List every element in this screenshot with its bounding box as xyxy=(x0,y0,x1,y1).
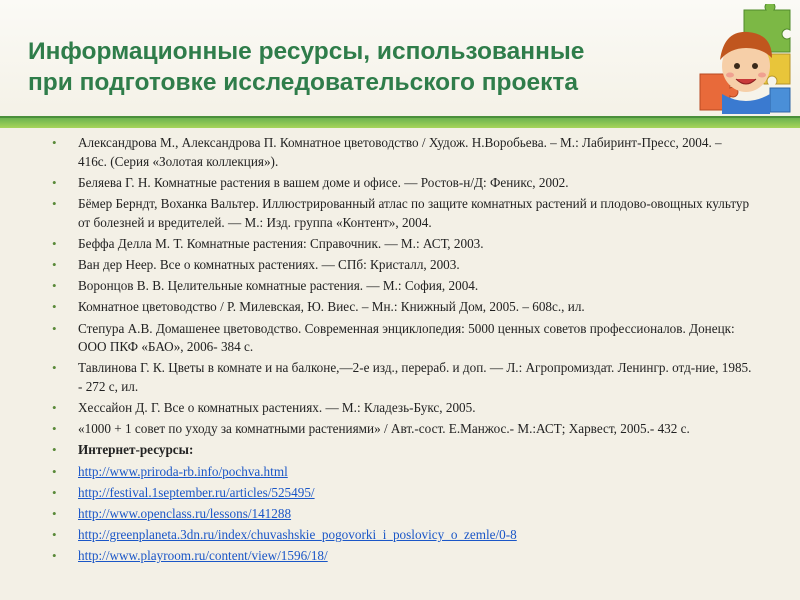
list-item: • Степура А.В. Домашенее цветоводство. Современная энциклопедия: 5000 ценных советов профессионалов. Донецк: ООО ПКФ «БАО», 2006- 384 с. xyxy=(52,320,735,355)
list-item: • Воронцов В. В. Целительные комнатные растения. — М.: София, 2004. xyxy=(52,277,752,296)
bullet-dot-icon: • xyxy=(52,506,57,521)
link-item xyxy=(52,505,752,524)
bullet-dot-icon: • xyxy=(52,278,57,294)
bullet-dot-icon: • xyxy=(52,442,57,458)
list-item: • Беляева Г. Н. Комнатные растения в вашем доме и офисе. — Ростов-н/Д: Феникс, 2002. xyxy=(52,174,752,193)
bullet-dot-icon: • xyxy=(52,174,57,190)
bullet-dot-icon: • xyxy=(52,320,57,336)
bullet-dot-icon: • xyxy=(52,256,57,272)
list-item: • Тавлинова Г. К. Цветы в комнате и на балконе,—2-е изд., перераб. и доп. — Л.: Агропромиздат. Ленингр. отд-ние, 1985. - 272 с, ил. xyxy=(52,360,752,394)
page-title xyxy=(28,36,718,98)
link-item xyxy=(52,547,752,566)
bullet-dot-icon: • xyxy=(52,484,57,500)
list-item: • «1000 + 1 совет по уходу за комнатными растениями» / Авт.-сост. Е.Манжос.- М.:АСТ; Харвест, 2005.- 432 с. xyxy=(52,420,752,439)
link-item xyxy=(52,526,752,545)
list-item: • Александрова М., Александрова П. Комнатное цветоводство / Худож. Н.Воробьева. – М.: Лабиринт-Пресс, 2004. – 416с. (Серия «Золотая коллекция»). xyxy=(52,135,722,169)
resource-link[interactable]: http://festival.1september.ru/articles/525495/ xyxy=(78,484,315,500)
title-line-1: Информационные ресурсы, использованные xyxy=(28,38,585,65)
bullet-dot-icon: • xyxy=(52,421,57,437)
bullet-dot-icon: • xyxy=(52,135,57,150)
list-item: • Беффа Делла М. Т. Комнатные растения: Справочник. — М.: АСТ, 2003. xyxy=(52,235,752,254)
resource-link[interactable]: http://www.priroda-rb.info/pochva.html xyxy=(78,463,288,479)
bullet-dot-icon: • xyxy=(52,527,57,543)
bullet-dot-icon: • xyxy=(52,195,57,211)
internet-resources-heading: • Интернет-ресурсы: xyxy=(52,441,752,460)
resource-link[interactable]: http://www.openclass.ru/lessons/141288 xyxy=(78,506,292,521)
bullet-dot-icon: • xyxy=(52,463,57,479)
header-rule xyxy=(0,118,800,128)
link-item xyxy=(52,484,752,503)
list-item: • Бёмер Берндт, Воханка Вальтер. Иллюстрированный атлас по защите комнатных растений и плодово-овощных культур от болезней и вредителей. — М.: Изд. группа «Контент», 2004. xyxy=(52,195,750,230)
bullet-dot-icon: • xyxy=(52,299,57,315)
bullet-dot-icon: • xyxy=(52,400,57,416)
title-line-2: при подготовке исследовательского проекта xyxy=(28,69,578,96)
reference-list xyxy=(52,134,752,569)
bullet-dot-icon: • xyxy=(52,235,57,251)
list-item: • Комнатное цветоводство / Р. Милевская, Ю. Виес. – Мн.: Книжный Дом, 2005. – 608с., ил. xyxy=(52,298,752,317)
link-item xyxy=(52,463,752,482)
list-item: • Ван дер Неер. Все о комнатных растениях. — СПб: Кристалл, 2003. xyxy=(52,256,752,275)
resource-link[interactable]: http://www.playroom.ru/content/view/1596/18/ xyxy=(78,548,328,564)
bullet-dot-icon: • xyxy=(52,548,57,564)
bullet-dot-icon: • xyxy=(52,360,57,376)
kids-puzzle-clipart-icon xyxy=(686,4,798,116)
clipart-svg xyxy=(686,4,798,116)
resource-link[interactable]: http://greenplaneta.3dn.ru/index/chuvashskie_pogovorki_i_poslovicy_o_zemle/0-8 xyxy=(78,527,517,543)
list-item: • Хессайон Д. Г. Все о комнатных растениях. — М.: Кладезь-Букс, 2005. xyxy=(52,399,752,418)
